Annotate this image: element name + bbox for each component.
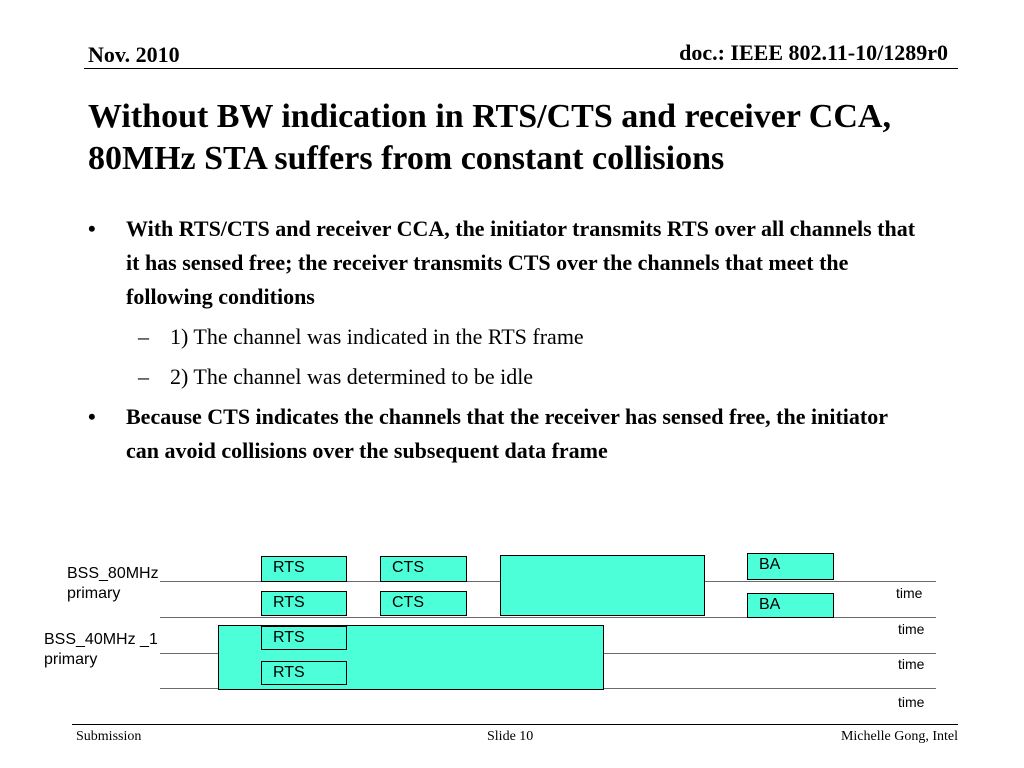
rts-frame [261, 661, 347, 685]
cts-frame [380, 556, 467, 582]
bullet-text: Because CTS indicates the channels that the receiver has sensed free, the initiator can avoid collisions over the subsequent data frame [126, 404, 888, 463]
header-date: Nov. 2010 [88, 42, 180, 67]
footer-author: Michelle Gong, Intel [840, 729, 958, 744]
bullet-text: 2) The channel was determined to be idle [170, 364, 534, 389]
header-divider [84, 68, 958, 69]
bullet-text: With RTS/CTS and receiver CCA, the initiator transmits RTS over all channels that it has sensed free; the receiver transmits CTS over the channels that meet the following conditions [126, 216, 916, 309]
rts-label: RTS [273, 629, 305, 646]
rts-frame [261, 591, 347, 616]
footer-submission: Submission [76, 729, 142, 744]
bss-80mhz-label: BSS_80MHz primary [67, 565, 159, 602]
bullet-marker: – [138, 324, 149, 349]
time-axis-label: time [898, 621, 925, 637]
bullet-text: 1) The channel was indicated in the RTS frame [170, 324, 584, 349]
cts-label: CTS [392, 594, 424, 611]
timing-diagram [0, 540, 1024, 720]
bullet-marker: – [138, 364, 149, 389]
slide-body [88, 212, 918, 474]
time-axis-label: time [898, 694, 925, 710]
header-doc-id: doc.: IEEE 802.11-10/1289r0 [679, 40, 948, 65]
time-axis-label: time [898, 656, 925, 672]
bullet-marker: • [88, 216, 96, 241]
rts-label: RTS [273, 594, 305, 611]
bullet-marker: • [88, 404, 96, 429]
rts-frame [261, 556, 347, 582]
time-axis-label: time [896, 585, 923, 601]
footer-slide-number: Slide 10 [487, 729, 534, 744]
ba-label: BA [759, 556, 781, 573]
rts-frame [261, 626, 347, 650]
cts-label: CTS [392, 559, 424, 576]
bss-40mhz-label: BSS_40MHz _1 primary [44, 631, 158, 668]
slide-title-line-1: Without BW indication in RTS/CTS and receiver CCA, [88, 98, 891, 135]
slide-title [88, 96, 978, 180]
bullet-item [88, 400, 918, 468]
rts-label: RTS [273, 664, 305, 681]
ba-frame [747, 553, 834, 580]
slide-title-line-2: 80MHz STA suffers from constant collisions [88, 140, 725, 177]
sub-bullet-item [88, 360, 918, 394]
bullet-item [88, 212, 918, 314]
ba-label: BA [759, 596, 781, 613]
ba-frame [747, 593, 834, 618]
cts-frame [380, 591, 467, 616]
rts-label: RTS [273, 559, 305, 576]
footer-divider [72, 724, 958, 725]
data-frame [500, 555, 705, 616]
sub-bullet-item [88, 320, 918, 354]
